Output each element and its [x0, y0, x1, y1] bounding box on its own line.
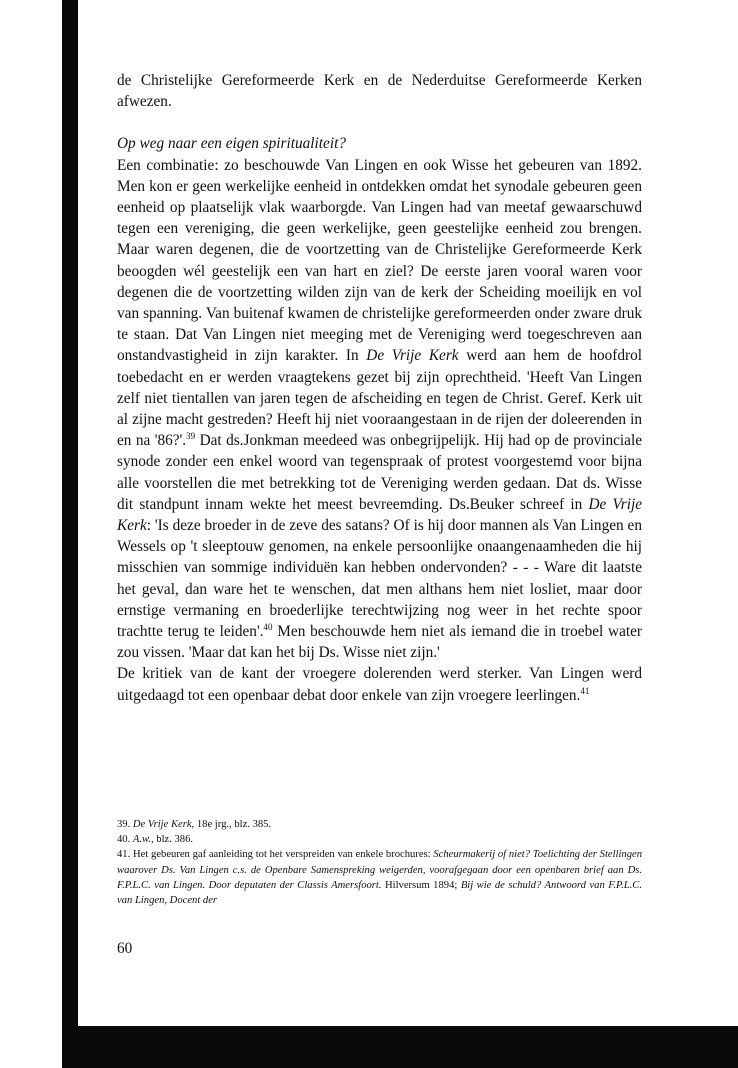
scan-margin-left	[0, 0, 78, 1068]
text-segment: : 'Is deze broeder in de zeve des satans? Of is hij door mannen als Van Lingen en Wessels op 't sleeptouw genomen, na enkele persoonlijke onaangenaamheden die hij misschien van sommige individuën kan hebben ondervonden? - - - Ware dit laatste het geval, dan ware het te wenschen, dat men althans hem niet losliet, maar door ernstige vermaning en broederlijke terechtwijzing nog weer in het rechte spoor trachtte terug te leiden'.	[117, 517, 642, 641]
footnote-39	[117, 817, 642, 832]
footnote-41	[117, 847, 642, 908]
footnote-text: 18e jrg., blz. 385.	[196, 819, 272, 830]
footnote-number: 39.	[117, 819, 131, 830]
scan-border-bottom	[62, 1026, 738, 1068]
footnote-ref: 41	[580, 685, 590, 696]
page-number: 60	[117, 940, 133, 957]
intro-paragraph: de Christelijke Gereformeerde Kerk en de Nederduitse Gereformeerde Kerken afwezen.	[117, 72, 642, 111]
footnote-italic: Bij wie de schuld? Antwoord van F.P.L.C. van Lingen, Docent der	[117, 879, 642, 907]
text-segment: De kritiek van de kant der vroegere dolerenden werd sterker. Van Lingen werd uitgedaagd tot een openbaar debat door enkele van zijn vroegere leerlingen.	[117, 665, 642, 704]
footnote-text: Het gebeuren gaf aanleiding tot het verspreiden van enkele brochures:	[133, 849, 431, 861]
footnote-italic: Scheurmakerij of niet? Toelichting der Stellingen waarover Ds. Van Lingen c.s. de Openbare Samenspreking weigerden, voorafgegaan door een openbaren brief aan Ds. F.P.L.C. van Lingen. Door deputaten der Classis Amersfoort.	[117, 849, 643, 891]
footnote-text: Hilversum 1894;	[384, 879, 458, 891]
page-body	[117, 70, 642, 706]
footnotes	[117, 817, 642, 908]
scan-border-left	[62, 0, 78, 1068]
footnote-40	[117, 832, 642, 847]
italic-title: De Vrije Kerk	[117, 495, 642, 535]
footnote-ref: 39	[186, 431, 196, 442]
footnote-ref: 40	[263, 621, 273, 632]
footnote-number: 40.	[117, 834, 131, 846]
section-heading: Op weg naar een eigen spiritualiteit?	[117, 135, 346, 153]
footnote-italic: A.w.,	[132, 834, 154, 846]
text-segment: werd aan hem de hoofdrol toebedacht en er werden vraagtekens gezet bij zijn oprechtheid. 'Heeft Van Lingen zelf niet tientallen van jaren tegen de afscheiding en tegen de Christ. Geref. Kerk uit al zijne macht gestreden? Heeft hij niet vooraangestaan in de rijen der doleerenden in en na '86?'.	[117, 347, 643, 450]
footnote-number: 41.	[117, 849, 131, 861]
main-paragraph	[117, 155, 642, 664]
text-segment: Men beschouwde hem niet als iemand die in troebel water zou vissen. 'Maar dat kan het bij Ds. Wisse niet zijn.'	[117, 623, 642, 662]
footnote-italic: De Vrije Kerk,	[132, 819, 195, 830]
italic-title: De Vrije Kerk	[366, 347, 459, 365]
text-segment: Een combinatie: zo beschouwde Van Lingen en ook Wisse het gebeuren van 1892. Men kon er geen werkelijke eenheid in ontdekken omdat het synodale gebeuren geen eenheid op plaatselijk vlak waarborgde. Van Lingen had van meetaf gewaarschuwd tegen een vereniging, die geen werkelijke, geen geestelijke eenheid zou brengen. Maar waren degenen, die de voortzetting van de Christelijke Gereformeerde Kerk beoogden wél geestelijk een van hart en ziel? De eerste jaren vooral waren voor degenen die de voortzetting wilden zijn van de kerk der Scheiding moeilijk en vol van spanning. Van buitenaf kwamen de christelijke gereformeerden onder zware druk te staan. Dat Van Lingen niet meeging met de Vereniging werd toegeschreven aan onstandvastigheid in zijn karakter. In	[117, 156, 642, 365]
second-paragraph	[117, 663, 642, 705]
footnote-text: blz. 386.	[156, 834, 194, 846]
text-segment: Dat ds.Jonkman meedeed was onbegrijpelijk. Hij had op de provinciale synode zonder een enkel woord van tegenspraak of protest voorgestemd voor bijna alle voorstellen die met betrekking tot de Vereniging werden gedaan. Dat ds. Wisse dit standpunt innam wekte het meest bevreemding. Ds.Beuker schreef in	[117, 432, 643, 513]
